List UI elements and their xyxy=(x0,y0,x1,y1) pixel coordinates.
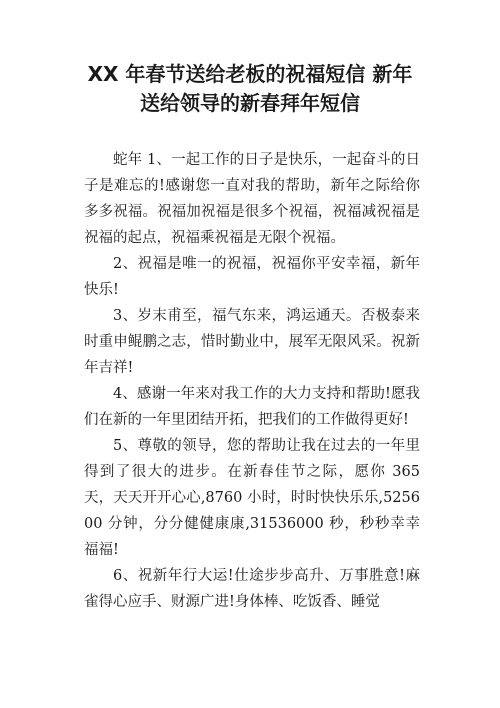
title-line-1: XX 年春节送给老板的祝福短信 新年 xyxy=(87,62,413,86)
document-body xyxy=(84,147,420,615)
paragraph-4: 4、感谢一年来对我工作的大力支持和帮助!愿我们在新的一年里团结开拓，把我们的工作做得更好! xyxy=(84,386,420,428)
paragraph-1: 蛇年 1、一起工作的日子是快乐，一起奋斗的日子是难忘的!感谢您一直对我的帮助，新年之际给你多多祝福。祝福加祝福是很多个祝福，祝福减祝福是祝福的起点，祝福乘祝福是无限个祝福。 xyxy=(84,152,420,246)
paragraph-2: 2、祝福是唯一的祝福，祝福你平安幸福，新年快乐! xyxy=(84,256,420,298)
paragraph-6: 6、祝新年行大运!仕途步步高升、万事胜意!麻雀得心应手、财源广进!身体棒、吃饭香、睡觉 xyxy=(84,568,420,610)
title-line-2: 送给领导的新春拜年短信 xyxy=(140,91,360,115)
paragraph-3: 3、岁末甫至，福气东来，鸿运通天。否极泰来时重申鲲鹏之志，惜时勤业中，展军无限风采。祝新年吉祥! xyxy=(84,308,420,376)
document-title xyxy=(40,60,460,118)
paragraph-5: 5、尊敬的领导，您的帮助让我在过去的一年里得到了很大的进步。在新春佳节之际，愿你 365 天，天天开开心心,8760 小时，时时快快乐乐,525600 分钟，分分健健康康,31536000 秒，秒秒幸幸福福! xyxy=(84,438,420,558)
